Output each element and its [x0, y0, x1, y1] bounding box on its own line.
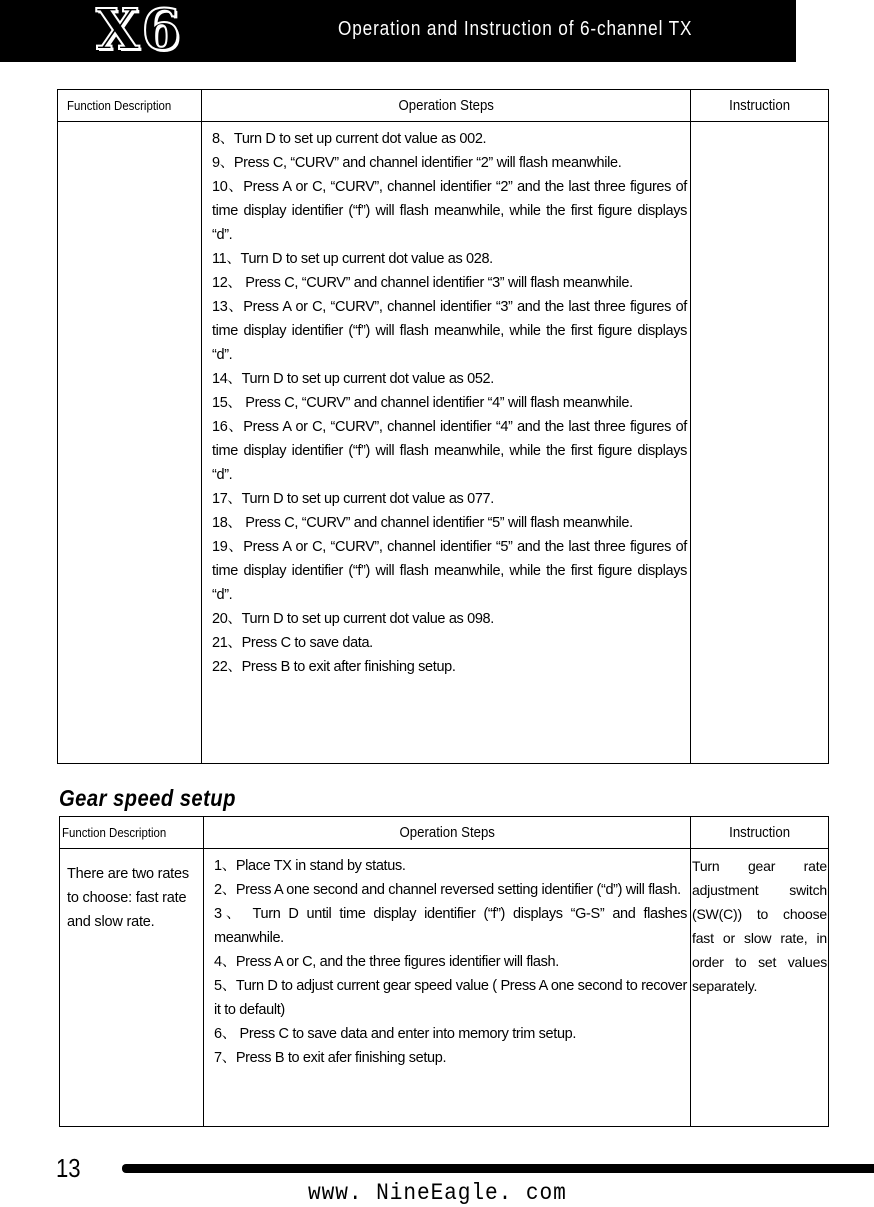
x6-logo: X6: [96, 0, 183, 63]
step-item: 3、 Turn D until time display identifier (“f”) displays “G-S” and flashes meanwhile.: [214, 906, 687, 946]
step-item: 12、 Press C, “CURV” and channel identifier “3” will flash meanwhile.: [212, 275, 633, 291]
step-item: 2、Press A one second and channel reversed setting identifier (“d”) will flash.: [214, 882, 681, 898]
footer-divider: [122, 1164, 874, 1173]
function-description-label: Function Description: [67, 98, 172, 113]
table-header-row: [58, 90, 829, 122]
step-item: 18、 Press C, “CURV” and channel identifier “5” will flash meanwhile.: [212, 515, 633, 531]
operation-steps-cell: [202, 122, 691, 764]
step-item: 8、Turn D to set up current dot value as 002.: [212, 131, 487, 147]
instruction-cell: [691, 122, 829, 764]
instruction-header: [691, 90, 829, 122]
step-item: 17、Turn D to set up current dot value as 077.: [212, 491, 494, 507]
gear-speed-table: [59, 816, 829, 1127]
operation-steps-header: [204, 817, 691, 849]
function-description-label: Function Description: [62, 825, 167, 840]
function-description-header: [58, 90, 202, 122]
table-row: [58, 122, 829, 764]
step-item: 21、Press C to save data.: [212, 635, 373, 651]
step-item: 9、Press C, “CURV” and channel identifier “2” will flash meanwhile.: [212, 155, 622, 171]
step-item: 7、Press B to exit afer finishing setup.: [214, 1050, 447, 1066]
table-header-row: [60, 817, 829, 849]
instruction-cell: Turn gear rate adjustment switch (SW(C)) to choose fast or slow rate, in order to set values separately.: [691, 849, 829, 1127]
instruction-label: Instruction: [729, 97, 790, 114]
curve-setup-table: [57, 89, 829, 764]
step-item: 19、Press A or C, “CURV”, channel identifier “5” and the last three figures of time display identifier (“f”) will flash meanwhile, while the first figure displays “d”.: [212, 539, 687, 603]
step-item: 6、 Press C to save data and enter into memory trim setup.: [214, 1026, 577, 1042]
step-item: 10、Press A or C, “CURV”, channel identifier “2” and the last three figures of time display identifier (“f”) will flash meanwhile, while the first figure displays “d”.: [212, 179, 687, 243]
step-item: 11、Turn D to set up current dot value as 028.: [212, 251, 493, 267]
operation-steps-cell: [204, 849, 691, 1127]
function-description-cell: There are two rates to choose: fast rate and slow rate.: [60, 849, 204, 1127]
step-item: 4、Press A or C, and the three figures identifier will flash.: [214, 954, 559, 970]
instruction-header: [691, 817, 829, 849]
step-item: 1、Place TX in stand by status.: [214, 858, 406, 874]
step-item: 20、Turn D to set up current dot value as 098.: [212, 611, 494, 627]
step-item: 15、 Press C, “CURV” and channel identifier “4” will flash meanwhile.: [212, 395, 633, 411]
page-number: 13: [56, 1153, 81, 1183]
page-title: Operation and Instruction of 6-channel TX: [338, 18, 693, 40]
website-url: www. NineEagle. com: [308, 1180, 567, 1206]
step-item: 16、Press A or C, “CURV”, channel identifier “4” and the last three figures of time display identifier (“f”) will flash meanwhile, while the first figure displays “d”.: [212, 419, 687, 483]
operation-steps-label: Operation Steps: [399, 824, 495, 841]
table-row: [60, 849, 829, 1127]
operation-steps-header: [202, 90, 691, 122]
step-item: 22、Press B to exit after finishing setup.: [212, 659, 456, 675]
function-description-cell: [58, 122, 202, 764]
instruction-label: Instruction: [729, 824, 790, 841]
step-item: 14、Turn D to set up current dot value as 052.: [212, 371, 494, 387]
section-title: Gear speed setup: [59, 785, 236, 811]
step-item: 5、Turn D to adjust current gear speed value ( Press A one second to recover it to default): [214, 978, 687, 1018]
function-description-header: [60, 817, 204, 849]
operation-steps-label: Operation Steps: [398, 97, 494, 114]
step-item: 13、Press A or C, “CURV”, channel identifier “3” and the last three figures of time display identifier (“f”) will flash meanwhile, while the first figure displays “d”.: [212, 299, 687, 363]
